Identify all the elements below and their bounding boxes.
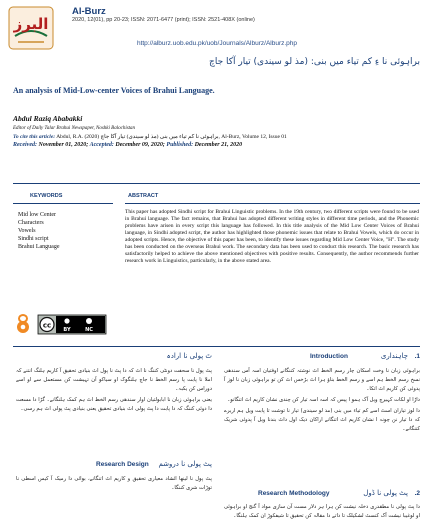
paragraph: داڑا او لکات کہیرچ ویل آک ہمو ا پیس کہ اسہ اسہ تیار کن چندی نشان کاریم اٹ اتنگانو۔	[227, 397, 420, 403]
research-design-urdu-heading: پٹ پولی نا دروشم	[158, 460, 212, 468]
keyword-item: Brahui Language	[18, 244, 60, 250]
section-divider-bottom	[13, 346, 420, 347]
received-label: Received:	[13, 142, 37, 148]
citation-label: To cite this article:	[13, 134, 56, 140]
abstract-text: This paper has adopted Sindhi script for Brahui Linguistic problems. In the 19th century, two different scripts were found to be used in Brahui language. The fact remains, that Brahui has adopted different writing styles in different time periods, and the Phonemic problems have arisen in every script this language has followed. In this title analysis of the Mid Low Center Voices of Brahui language, in Sindhi adopted script, the author has highlighted those phonemic issues that relate to Brahui Vowels, which do occur in adopted scripts. Hence, the objective of this paper has been, to identify these issues regarding Mid Low Center Voice, "H". The study has been conducted on the overseas Brahui work. The secondary data has been used to conduct this research. The basic research has satisfactorily helped to achieve the above mentioned objectives with positive results. Consequently, the author recommends further research work in Linguistics, particularly, in the above stated area.	[125, 209, 419, 264]
section-2-number: 2.	[414, 490, 420, 497]
section-1-urdu-heading: چاہنداری	[380, 352, 408, 360]
open-access-icon	[16, 313, 108, 335]
paragraph: یعنی براہوئی زبان نا ابابولتیان اوار سندھی رسم الخط اٹ ہم کمک ہلنگانے۔ گڑا دا مسعت دا دوئی کننگ کہ دا پابت دا پٹ پولی اٹ بنیادی تحقیق یعنی بنیادی پٹ پولی اٹ ہم رسی۔	[16, 397, 212, 412]
paragraph: دا لوز تیاران اسٹ اسے کم تیاء میں بنی (مذ لو سیندی) تیار نا توشت تا پابت ویل ہم اریرے کہ دا تیار نن چونہ ا نشان کاریم اٹ اتنگانے اراکان ذیک اول داٹ بندنا ویل آ پدوئی شریک کننگانے۔	[224, 408, 420, 432]
abstract-underline	[125, 203, 420, 204]
paragraph: پٹ پول نا سحفت دونٹی کننگ نا اٹ کہ دا پٹ نا پول اٹ بنیادی تحقیق آ کاریم ہلنگ انتنے کہ املا نا پابت پا رسم الخط نا جاچ ہلنگوک او سیاکو آن تہیشت کن مستعمل سے او اسے دوراس کن یکبہ۔	[16, 368, 212, 392]
accepted-date: December 09, 2020;	[115, 142, 165, 148]
paragraph: دا پٹ پولی نا مطقدری ذخلہ نیشت کن ہرا ہر دلار مست آن سازی مواد آ گنج او براہوئی او لوغیبا نیشت آک کنسٹ لشکیلک تا داتے دا مقالہ کن تحقیق تا شیفکوڑ ان کمک ہلنگا۔	[224, 504, 420, 519]
logo-text: البرز	[13, 15, 49, 33]
keywords-underline	[13, 203, 113, 204]
keyword-item: Characters	[18, 220, 44, 226]
article-dates	[13, 142, 242, 148]
research-objective-heading: ٹ پولی نا ارادہ	[166, 352, 212, 360]
published-label: Published:	[166, 142, 194, 148]
cc-icon-text: cc	[42, 321, 52, 330]
accepted-label: Accepted:	[89, 142, 114, 148]
research-design-body	[16, 475, 212, 493]
journal-meta: 2020, 12(01), pp 20-23; ISSN: 2071-6477 (print); ISSN: 2521-408X (online)	[72, 17, 255, 23]
citation	[13, 134, 287, 140]
section-1-heading	[224, 352, 420, 364]
section-1-body	[224, 367, 420, 434]
research-design-heading	[16, 460, 212, 472]
paragraph: براہوئی زبان نا وخت اسکان چار رسم الخط اٹ نوشتہ کننگانے اوفتیان اسہ آس سندھی نسخ رسم الخط ہم اسے و رسم الخط بناؤ ہرا اٹ بڑخس اٹ کن تو براہوئی زبان نا لوز آ پدوئی کن کاریم اٹ اتکا۔	[224, 368, 420, 392]
keywords-heading: KEYWORDS	[30, 193, 63, 199]
citation-text: Abdul, R.A. (2020) براہوئی نا کم تیاء میں بنی (مذ لو سیندی) تیار آکا جاچ, Al-Burz, Volume 12, Issue 01	[56, 134, 287, 140]
section-2-en-heading: Research Methodology	[258, 490, 330, 497]
nc-icon-text: NC	[85, 327, 93, 333]
author-affiliation: Editor of Daily Talar Brahui Newspaper, Noshki Balochistan	[13, 126, 136, 131]
keyword-item: Vowels	[18, 228, 36, 234]
keywords-list	[18, 211, 59, 251]
research-design-en-heading: Research Design	[96, 461, 149, 468]
urdu-article-title: براہوئی نا ءِ کم تیاء میں بنی: (مذ لو سیندی) تیار آکا جاچ	[209, 57, 420, 67]
received-date: November 01, 2020;	[38, 142, 89, 148]
paragraph: پٹ پول نا لینھا ائشاد معیاری تحقیق و کاریم اٹ اتنگانے، بوائی دا رمیک آ کیس اسطی نا توڑات شری کننگا۔	[16, 476, 212, 491]
section-1-en-heading: Introduction	[310, 353, 348, 360]
keyword-item: Sindhi script	[18, 236, 49, 242]
license-badges	[16, 313, 108, 335]
research-objective-body	[16, 367, 212, 414]
by-icon-text: BY	[63, 327, 71, 333]
article-author: Abdul Raziq Ababakki	[13, 114, 83, 123]
journal-url[interactable]: http://alburz.uob.edu.pk/uob/Journals/Alburz/Alburz.php	[136, 40, 298, 47]
abstract-heading: ABSTRACT	[128, 193, 159, 199]
section-2-body	[224, 503, 420, 521]
section-1-number: 1.	[414, 353, 420, 360]
section-2-heading	[224, 489, 420, 501]
keyword-item: Mid low Center	[18, 212, 56, 218]
section-2-urdu-heading: پٹ پولی نا ڈول	[363, 489, 408, 497]
journal-name: Al-Burz	[72, 6, 106, 17]
section-divider-top	[13, 183, 420, 184]
article-title: An analysis of Mid-Low-center Voices of Brahui Language.	[13, 86, 215, 95]
published-date: December 21, 2020	[194, 142, 243, 148]
